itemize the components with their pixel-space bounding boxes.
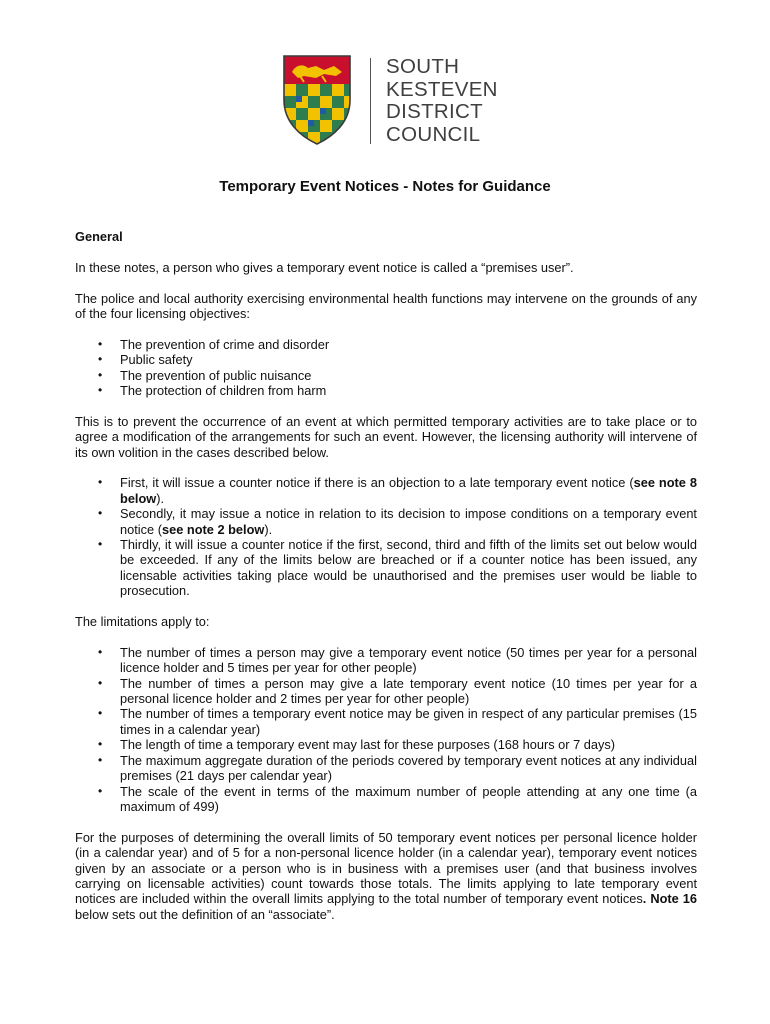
list-item: • The prevention of public nuisance — [75, 368, 697, 383]
paragraph-text: below sets out the definition of an “associate”. — [75, 906, 335, 922]
section-heading: General — [75, 229, 123, 244]
list-item: • Public safety — [75, 352, 697, 367]
list-item — [75, 475, 697, 506]
paragraph: This is to prevent the occurrence of an event at which permitted temporary activities are to take place or to agree a modification of the arrangements for such an event. However, the licensing authority will intervene of its own volition in the cases described below. — [75, 413, 697, 460]
paragraph: In these notes, a person who gives a temporary event notice is called a “premises user”. — [75, 259, 574, 275]
council-name-line: KESTEVEN — [386, 77, 498, 101]
council-logo — [278, 52, 518, 147]
list-item: • The length of time a temporary event may last for these purposes (168 hours or 7 days) — [75, 737, 697, 752]
council-crest-icon — [278, 52, 356, 146]
item-text: First, it will issue a counter notice if there is an objection to a late temporary event notice ( — [120, 475, 634, 491]
list-item: • The prevention of crime and disorder — [75, 337, 697, 352]
list-item — [75, 537, 697, 599]
paragraph — [75, 830, 697, 922]
council-name-line: COUNCIL — [386, 122, 481, 146]
list-item: • The scale of the event in terms of the maximum number of people attending at any one time (a maximum of 499) — [75, 784, 697, 815]
document-title: Temporary Event Notices - Notes for Guidance — [219, 178, 551, 195]
note-reference: see note 8 below — [120, 475, 697, 506]
list-item: • The number of times a person may give a temporary event notice (50 times per year for a personal licence holder and 5 times per year for other people) — [75, 645, 697, 676]
list-item: • The number of times a temporary event notice may be given in respect of any particular premises (15 times in a calendar year) — [75, 706, 697, 737]
paragraph-text: For the purposes of determining the overall limits of 50 temporary event notices per personal licence holder (in a calendar year) and of 5 for a non-personal licence holder (in a calendar year), temporary event notices given by an associate or a person who is in business with a premises user (and that business involves carrying on licensable activities) count towards those totals. The limits applying to late temporary event notices are included within the overall limits applying to the total number of temporary event notices — [75, 829, 697, 907]
note-reference: . Note 16 — [642, 891, 697, 907]
note-reference: see note 2 below — [161, 521, 265, 537]
cases-list — [75, 475, 697, 598]
list-item: • The protection of children from harm — [75, 383, 697, 398]
item-text: Secondly, it may issue a notice in relation to its decision to impose conditions on a temporary event notice ( — [120, 506, 697, 537]
list-item: • The number of times a person may give a late temporary event notice (10 times per year for a personal licence holder and 2 times per year for other people) — [75, 676, 697, 707]
item-text: Thirdly, it will issue a counter notice if the first, second, third and fifth of the limits set out below would be exceeded. If any of the limits below are breached or if a counter notice has been issued, any licensable activities taking place would be unauthorised and the premises user would be liable to prosecution. — [120, 537, 697, 599]
item-text: ). — [156, 490, 165, 506]
council-name — [386, 56, 498, 146]
paragraph: The limitations apply to: — [75, 614, 210, 630]
list-item: • The maximum aggregate duration of the periods covered by temporary event notices at any individual premises (21 days per calendar year) — [75, 753, 697, 784]
document-body — [75, 229, 697, 938]
paragraph: The police and local authority exercising environmental health functions may intervene on the grounds of any of the four licensing objectives: — [75, 290, 697, 321]
limitations-list — [75, 645, 697, 814]
item-text: ). — [264, 521, 273, 537]
list-item — [75, 506, 697, 537]
logo-divider — [370, 58, 371, 144]
objectives-list — [75, 337, 697, 399]
council-name-line: SOUTH — [386, 55, 460, 78]
council-name-line: DISTRICT — [386, 100, 483, 123]
